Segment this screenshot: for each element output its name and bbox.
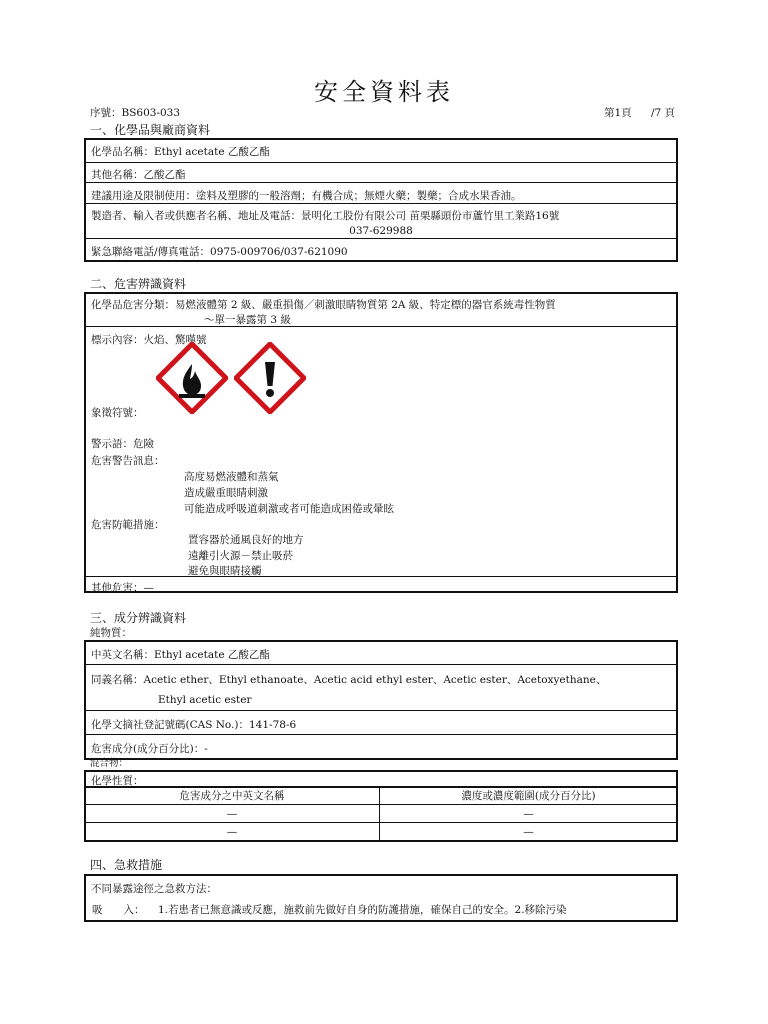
divider <box>84 203 678 204</box>
manufacturer: 製造者、輸入者或供應者名稱、地址及電話：景明化工股份有限公司 苗栗縣頭份市蘆竹里工業路16號 <box>91 210 560 222</box>
divider <box>84 182 678 183</box>
recommended-use: 建議用途及限制使用：塗料及塑膠的一般溶劑；有機合成；無煙火藥；製藥；合成水果香油。 <box>91 190 522 202</box>
hazard-statement: 高度易燃液體和蒸氣 <box>184 471 279 483</box>
product-name: 化學品名稱：Ethyl acetate 乙酸乙酯 <box>91 146 270 158</box>
divider <box>84 664 678 665</box>
precaution-statement: 置容器於通風良好的地方 <box>188 534 304 546</box>
hazard-classification-cont: ～單一暴露第 3 級 <box>204 314 291 326</box>
document-title: 安全資料表 <box>314 78 454 106</box>
table-cell: — <box>523 826 534 838</box>
pure-substance-label: 純物質： <box>90 627 132 639</box>
serial-number: 序號：BS603-033 <box>90 107 181 119</box>
section-2-title: 二、危害辨識資料 <box>90 277 187 291</box>
divider <box>84 734 678 735</box>
label-content: 標示內容：火焰、驚嘆號 <box>91 334 207 346</box>
first-aid-methods: 不同暴露途徑之急救方法： <box>91 883 217 895</box>
divider <box>84 710 678 711</box>
emergency-contact: 緊急聯絡電話/傳真電話：0975-009706/037-621090 <box>91 246 348 258</box>
hazardous-components: 危害成分(成分百分比)：- <box>91 743 208 755</box>
table-cell: — <box>523 808 534 820</box>
precaution-statement: 遠離引火源－禁止吸菸 <box>188 550 293 562</box>
mixture-label: 混合物： <box>90 758 129 769</box>
hazard-statement: 造成嚴重眼睛刺激 <box>184 487 268 499</box>
table-cell: — <box>226 826 238 838</box>
section-3-title: 三、成分辨識資料 <box>90 611 187 625</box>
divider <box>84 238 678 239</box>
precaution-statement: 避免與眼睛接觸 <box>188 565 262 577</box>
component-name: 中英文名稱：Ethyl acetate 乙酸乙酯 <box>91 649 270 661</box>
hazard-classification: 化學品危害分類：易燃液體第 2 級、嚴重損傷／刺激眼睛物質第 2A 級、特定標的器官系統毒性物質 <box>91 299 556 311</box>
column-header-concentration: 濃度或濃度範圍(成分百分比) <box>461 790 596 802</box>
column-header-name: 危害成分之中英文名稱 <box>179 790 285 802</box>
section-4-title: 四、急救措施 <box>90 858 163 872</box>
other-hazards: 其他危害：— <box>91 582 154 594</box>
divider <box>84 822 678 823</box>
signal-word: 警示語：危險 <box>91 438 154 450</box>
synonyms: 同義名稱：Acetic ether、Ethyl ethanoate、Acetic acid ethyl ester、Acetic ester、Acetoxyethane、 <box>91 674 607 686</box>
hazard-statement: 可能造成呼吸道刺激或者可能造成困倦或暈眩 <box>184 503 394 515</box>
cas-number: 化學文摘社登記號碼(CAS No.)：141-78-6 <box>91 719 297 731</box>
column-divider <box>379 786 380 842</box>
page-number: 第1頁 <box>604 107 632 119</box>
synonyms-cont: Ethyl acetic ester <box>158 694 252 706</box>
precautions-title: 危害防範措施： <box>91 519 165 531</box>
divider <box>84 804 678 805</box>
symbol-label: 象徵符號： <box>91 407 144 419</box>
page-total: /7 頁 <box>651 107 676 119</box>
inhalation-label: 吸 入： <box>92 904 145 916</box>
section-1-title: 一、化學品與廠商資料 <box>90 123 211 137</box>
manufacturer-phone: 037-629988 <box>349 225 413 237</box>
other-name: 其他名稱：乙酸乙酯 <box>91 169 186 181</box>
inhalation-text: 1.若患者已無意識或反應，施救前先做好自身的防護措施，確保自己的安全。2.移除污染 <box>158 904 567 916</box>
chemical-properties: 化學性質： <box>91 775 144 787</box>
divider <box>84 162 678 163</box>
table-cell: — <box>226 808 238 820</box>
hazard-statements-title: 危害警告訊息： <box>91 455 165 467</box>
